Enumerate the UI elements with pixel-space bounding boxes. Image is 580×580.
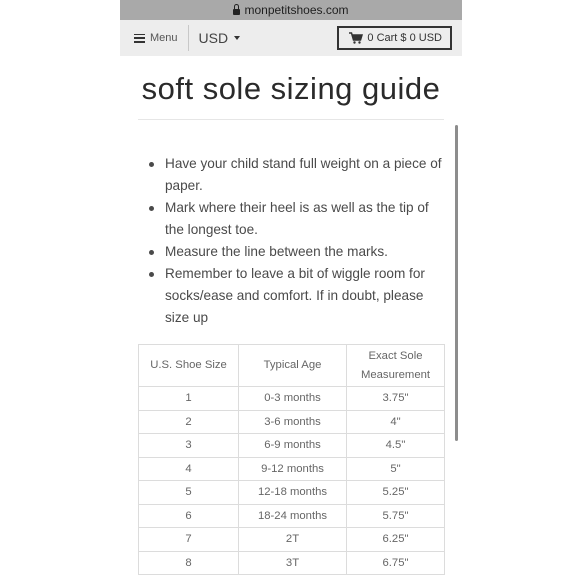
table-row bbox=[139, 434, 445, 458]
cell-size: 5 bbox=[139, 481, 239, 505]
cell-age: 3-6 months bbox=[239, 410, 347, 434]
right-margin bbox=[462, 0, 580, 580]
site-header bbox=[120, 20, 462, 56]
cart-label: 0 Cart $ 0 USD bbox=[367, 32, 442, 44]
cell-measurement: 5" bbox=[347, 457, 445, 481]
cell-size: 7 bbox=[139, 528, 239, 552]
scrollbar[interactable] bbox=[455, 125, 458, 441]
table-row bbox=[139, 410, 445, 434]
cell-size: 2 bbox=[139, 410, 239, 434]
cell-age: 18-24 months bbox=[239, 504, 347, 528]
lock-icon bbox=[233, 8, 240, 16]
list-item: Mark where their heel is as well as the tip of the longest toe. bbox=[146, 197, 444, 241]
browser-url-bar[interactable] bbox=[120, 0, 462, 20]
page-content bbox=[120, 70, 462, 575]
cell-size: 8 bbox=[139, 551, 239, 575]
list-item: Have your child stand full weight on a piece of paper. bbox=[146, 153, 444, 197]
header-sole-measurement: Exact Sole Measurement bbox=[347, 345, 445, 387]
cell-size: 3 bbox=[139, 434, 239, 458]
table-row bbox=[139, 457, 445, 481]
cell-size: 1 bbox=[139, 387, 239, 411]
cell-age: 6-9 months bbox=[239, 434, 347, 458]
url-text: monpetitshoes.com bbox=[244, 3, 349, 17]
cell-measurement: 3.75" bbox=[347, 387, 445, 411]
list-item: Remember to leave a bit of wiggle room for socks/ease and comfort. If in doubt, please size up bbox=[146, 263, 444, 329]
currency-selector[interactable] bbox=[199, 30, 241, 46]
hamburger-icon bbox=[134, 34, 145, 43]
menu-button[interactable] bbox=[134, 32, 178, 44]
cell-measurement: 6.75" bbox=[347, 551, 445, 575]
cell-measurement: 4.5" bbox=[347, 434, 445, 458]
nav-divider bbox=[188, 25, 189, 51]
table-row bbox=[139, 481, 445, 505]
table-row bbox=[139, 528, 445, 552]
menu-label: Menu bbox=[150, 32, 178, 44]
cell-age: 3T bbox=[239, 551, 347, 575]
page-title: soft sole sizing guide bbox=[141, 71, 441, 106]
title-divider bbox=[138, 119, 444, 120]
left-margin bbox=[0, 0, 120, 580]
table-header-row bbox=[139, 345, 445, 387]
chevron-down-icon bbox=[234, 36, 240, 40]
cell-measurement: 4" bbox=[347, 410, 445, 434]
currency-value: USD bbox=[198, 30, 229, 46]
sizing-steps-list bbox=[138, 153, 444, 329]
cell-age: 12-18 months bbox=[239, 481, 347, 505]
list-item: Measure the line between the marks. bbox=[146, 241, 444, 263]
cart-icon bbox=[349, 32, 363, 44]
table-row bbox=[139, 504, 445, 528]
cell-age: 2T bbox=[239, 528, 347, 552]
cell-measurement: 5.75" bbox=[347, 504, 445, 528]
cell-size: 4 bbox=[139, 457, 239, 481]
cell-age: 0-3 months bbox=[239, 387, 347, 411]
table-row bbox=[139, 387, 445, 411]
cell-measurement: 5.25" bbox=[347, 481, 445, 505]
cell-age: 9-12 months bbox=[239, 457, 347, 481]
header-shoe-size: U.S. Shoe Size bbox=[139, 345, 239, 387]
table-row bbox=[139, 551, 445, 575]
size-chart-table bbox=[138, 344, 445, 575]
cart-button[interactable] bbox=[337, 26, 452, 50]
header-typical-age: Typical Age bbox=[239, 345, 347, 387]
cell-size: 6 bbox=[139, 504, 239, 528]
cell-measurement: 6.25" bbox=[347, 528, 445, 552]
phone-screen bbox=[120, 0, 462, 580]
